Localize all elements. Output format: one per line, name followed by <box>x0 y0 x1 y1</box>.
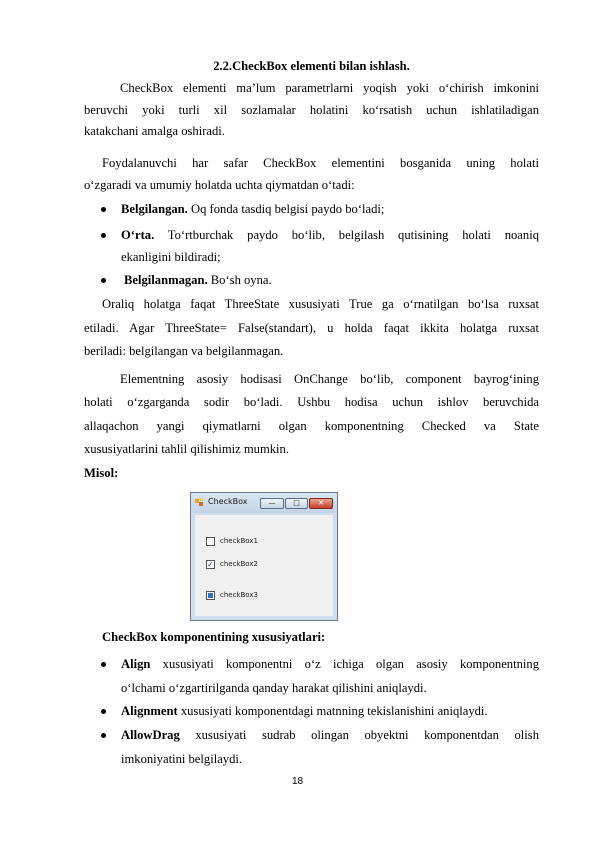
form-client-area <box>195 515 333 616</box>
paragraph-line: etiladi. Agar ThreeState= False(standart), u holda faqat ikkita holatga ruxsat <box>84 321 539 335</box>
bullet-dot <box>101 233 106 238</box>
paragraph-line: beriladi: belgilangan va belgilanmagan. <box>84 344 284 358</box>
paragraph-line: katakchani amalga oshiradi. <box>84 124 225 139</box>
paragraph-line: beruvchi yoki turli xil sozlamalar holatini ko‘rsatish uchun ishlatiladigan <box>84 102 539 117</box>
checkbox-1-unchecked[interactable] <box>206 537 215 546</box>
app-icon <box>195 498 204 507</box>
paragraph-line: Elementning asosiy hodisasi OnChange bo‘lib, component bayrog‘ining <box>120 372 539 386</box>
paragraph-line: allaqachon yangi qiymatlarni olgan komponentning Checked va State <box>84 419 539 433</box>
paragraph-line: xususiyatlarini tahlil qilishimiz mumkin. <box>84 442 289 456</box>
bullet-item: O‘rta. To‘rtburchak paydo bo‘lib, belgilash qutisining holati noaniq <box>121 228 539 242</box>
minimize-button[interactable]: — <box>260 498 284 509</box>
maximize-button[interactable]: □ <box>285 498 308 509</box>
paragraph-line: Foydalanuvchi har safar CheckBox elementini bosganida uning holati <box>102 156 539 170</box>
section-title: 2.2.CheckBox elementi bilan ishlash. <box>213 59 410 73</box>
checkbox-window <box>190 492 338 621</box>
close-button[interactable]: ✕ <box>309 498 333 509</box>
window-title: CheckBox <box>208 497 248 506</box>
checkbox-2-label[interactable]: checkBox2 <box>220 560 258 568</box>
bullet-item: AllowDrag xususiyati sudrab olingan obyektni komponentdan olish <box>121 728 539 742</box>
bullet-dot <box>101 709 106 714</box>
checkbox-3-indeterminate[interactable] <box>206 591 215 600</box>
bullet-item-continuation: o‘lchami o‘zgartirilganda qanday harakat qilishini aniqlaydi. <box>121 680 427 695</box>
title-bar <box>191 493 337 513</box>
example-label: Misol: <box>84 466 119 480</box>
bullet-dot <box>101 207 106 212</box>
bullet-dot <box>101 733 106 738</box>
properties-heading: CheckBox komponentining xususiyatlari: <box>102 630 326 644</box>
bullet-item: Belgilangan. Oq fonda tasdiq belgisi paydo bo‘ladi; <box>121 202 385 216</box>
bullet-dot <box>101 278 106 283</box>
bullet-item: Align xususiyati komponentni o‘z ichiga olgan asosiy komponentning <box>121 657 539 671</box>
page-number: 18 <box>291 776 304 787</box>
checkbox-2-checked[interactable]: ✓ <box>207 560 214 569</box>
checkbox-1-label[interactable]: checkBox1 <box>220 537 258 545</box>
paragraph-line: CheckBox elementi ma’lum parametrlarni yoqish yoki o‘chirish imkonini <box>120 81 539 95</box>
checkbox-3-label[interactable]: checkBox3 <box>220 591 258 599</box>
bullet-item-continuation: ekanligini bildiradi; <box>121 249 221 264</box>
bullet-dot <box>101 662 106 667</box>
bullet-item: Belgilanmagan. Bo‘sh oyna. <box>124 273 272 287</box>
paragraph-line: holati o‘zgarganda sodir bo‘ladi. Ushbu hodisa uchun ishlov beruvchida <box>84 395 539 409</box>
paragraph-line: Oraliq holatga faqat ThreeState xususiyati True ga o‘rnatilgan bo‘lsa ruxsat <box>102 297 539 311</box>
paragraph-line: o‘zgaradi va umumiy holatda uchta qiymatdan o‘tadi: <box>84 177 355 192</box>
bullet-item: Alignment xususiyati komponentdagi matnning tekislanishini aniqlaydi. <box>121 704 488 718</box>
bullet-item-continuation: imkoniyatini belgilaydi. <box>121 751 243 766</box>
